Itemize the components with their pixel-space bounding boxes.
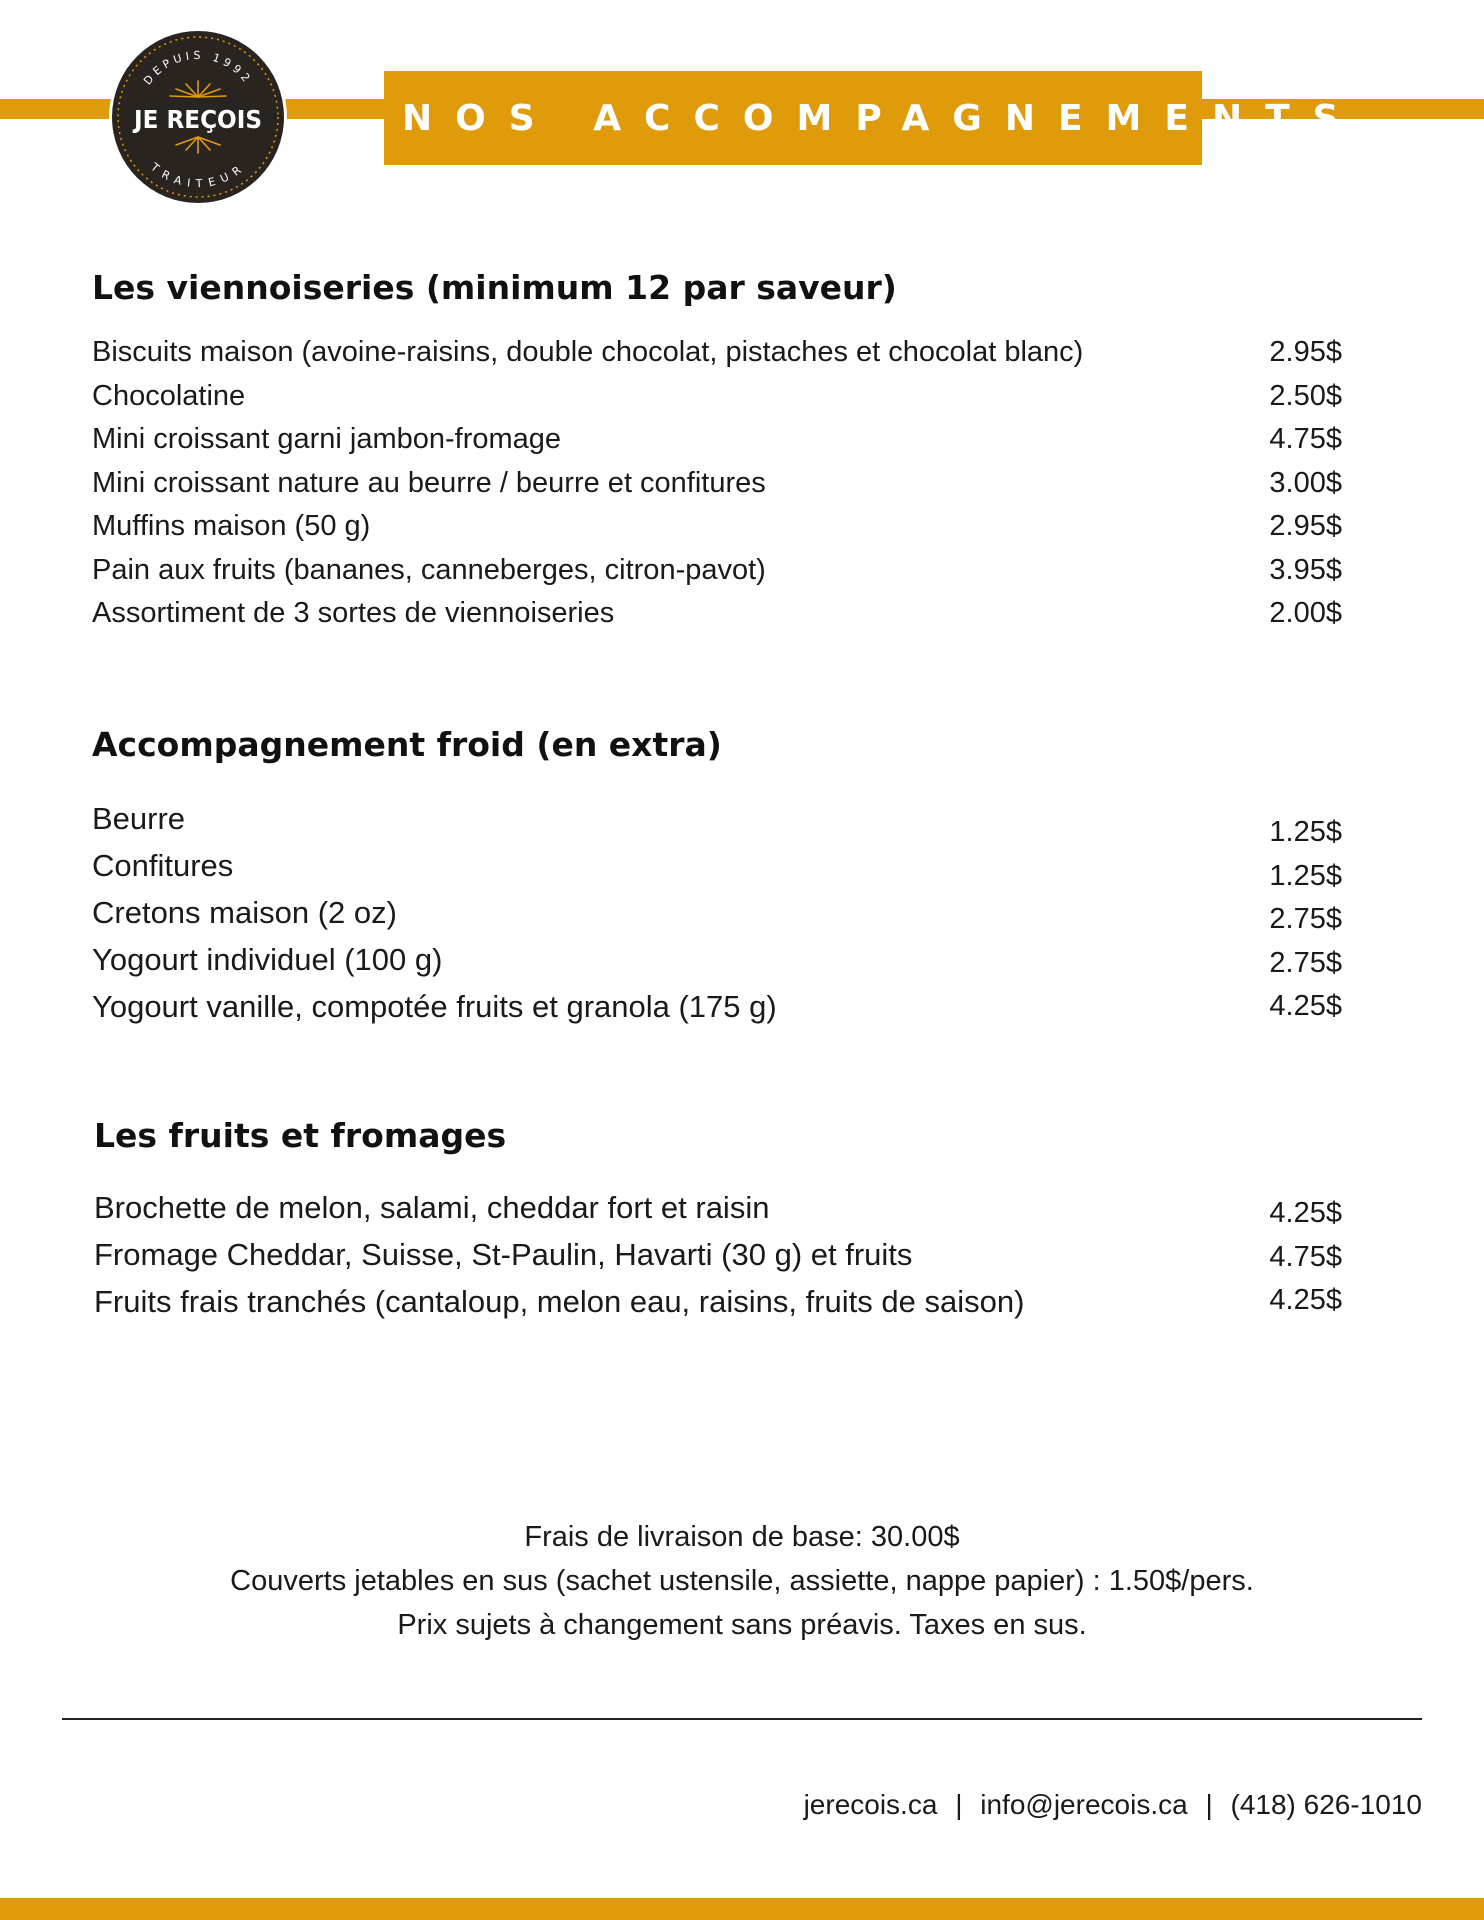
menu-item-price: 4.75$ bbox=[1269, 1240, 1342, 1273]
page-title-banner bbox=[384, 71, 1362, 165]
menu-item-name: Mini croissant nature au beurre / beurre et confitures bbox=[92, 466, 766, 499]
menu-item-name: Mini croissant garni jambon-fromage bbox=[92, 423, 562, 455]
menu-item-price: 3.95$ bbox=[1269, 553, 1342, 586]
section-title-accompagnement-froid: Accompagnement froid (en extra) bbox=[92, 725, 722, 764]
menu-item-price: 4.75$ bbox=[1269, 423, 1342, 455]
menu-item-name: Fruits frais tranchés (cantaloup, melon eau, raisins, fruits de saison) bbox=[94, 1284, 1025, 1319]
menu-item-price: 2.50$ bbox=[1269, 379, 1342, 412]
bottom-accent-bar bbox=[0, 1898, 1484, 1920]
logo-bottom-text: TRAITEUR bbox=[148, 160, 248, 191]
menu-item-price: 2.95$ bbox=[1269, 510, 1342, 542]
delivery-fee-note: Frais de livraison de base: 30.00$ bbox=[524, 1521, 960, 1553]
menu-item-price: 2.95$ bbox=[1269, 336, 1342, 368]
menu-item-name: Muffins maison (50 g) bbox=[92, 510, 371, 542]
contact-separator: | bbox=[955, 1789, 963, 1820]
menu-item-price: 4.25$ bbox=[1269, 1284, 1342, 1316]
menu-item-name: Confitures bbox=[92, 848, 234, 883]
menu-item-price: 2.00$ bbox=[1269, 597, 1342, 629]
fruits-price-list bbox=[1269, 1192, 1342, 1323]
menu-item-name: Beurre bbox=[92, 801, 186, 836]
footer-divider bbox=[62, 1718, 1422, 1720]
menu-item-name: Yogourt individuel (100 g) bbox=[92, 942, 443, 977]
section-title-fruits-fromages: Les fruits et fromages bbox=[94, 1116, 507, 1155]
logo-top-text: DEPUIS 1992 bbox=[141, 48, 255, 88]
menu-item-price: 2.75$ bbox=[1269, 903, 1342, 935]
menu-item-price: 3.00$ bbox=[1269, 466, 1342, 499]
menu-item-name: Brochette de melon, salami, cheddar fort et raisin bbox=[94, 1190, 770, 1225]
brand-logo bbox=[108, 27, 288, 207]
disposable-cutlery-note: Couverts jetables en sus (sachet ustensile, assiette, nappe papier) : 1.50$/pers. bbox=[230, 1565, 1254, 1597]
fruits-item-list bbox=[94, 1184, 1024, 1325]
menu-item-price: 1.25$ bbox=[1269, 816, 1342, 848]
contact-separator: | bbox=[1205, 1789, 1213, 1820]
page-title: NOS ACCOMPAGNEMENTS bbox=[402, 97, 1362, 139]
menu-item-price: 1.25$ bbox=[1269, 859, 1342, 892]
viennoiseries-item-list bbox=[92, 331, 1083, 636]
price-disclaimer-note: Prix sujets à changement sans préavis. Taxes en sus. bbox=[397, 1609, 1087, 1641]
accompagnement-item-list bbox=[92, 795, 777, 1030]
menu-item-name: Cretons maison (2 oz) bbox=[92, 895, 397, 930]
menu-item-name: Biscuits maison (avoine-raisins, double chocolat, pistaches et chocolat blanc) bbox=[92, 336, 1084, 368]
accompagnement-price-list bbox=[1269, 811, 1342, 1029]
contact-line bbox=[804, 1789, 1422, 1821]
menu-item-name: Chocolatine bbox=[92, 379, 246, 412]
menu-item-price: 4.25$ bbox=[1269, 1197, 1342, 1229]
logo-name-text: JE REÇOIS bbox=[132, 105, 262, 134]
section-title-viennoiseries: Les viennoiseries (minimum 12 par saveur) bbox=[92, 268, 897, 307]
menu-item-price: 2.75$ bbox=[1269, 946, 1342, 979]
footer-notes bbox=[0, 1515, 1484, 1647]
website-link[interactable]: jerecois.ca bbox=[803, 1789, 938, 1820]
menu-item-name: Yogourt vanille, compotée fruits et granola (175 g) bbox=[92, 989, 777, 1024]
menu-item-name: Pain aux fruits (bananes, canneberges, citron-pavot) bbox=[92, 553, 766, 586]
menu-item-price: 4.25$ bbox=[1269, 990, 1342, 1022]
menu-item-name: Fromage Cheddar, Suisse, St-Paulin, Havarti (30 g) et fruits bbox=[94, 1237, 913, 1272]
menu-item-name: Assortiment de 3 sortes de viennoiseries bbox=[92, 597, 615, 629]
phone-number[interactable]: (418) 626-1010 bbox=[1230, 1789, 1422, 1820]
email-link[interactable]: info@jerecois.ca bbox=[980, 1789, 1188, 1820]
viennoiseries-price-list bbox=[1269, 331, 1342, 636]
